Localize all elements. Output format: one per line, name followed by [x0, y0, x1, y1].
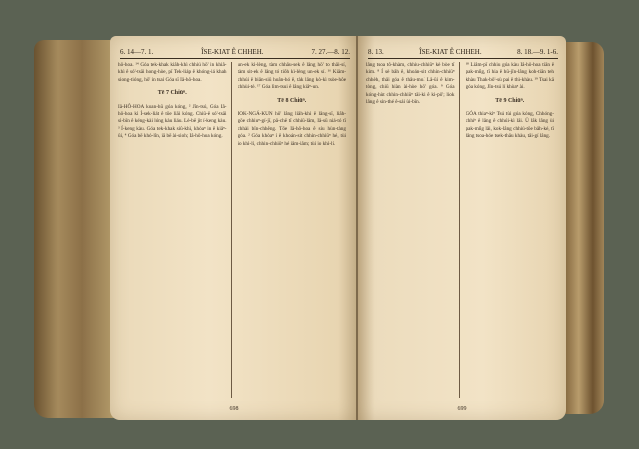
left-page-header — [120, 48, 350, 59]
left-page-columns — [118, 62, 350, 398]
book-edge-left — [34, 40, 114, 418]
right-header-title: ÎSE-KIAT Ê CHHEH. — [419, 48, 482, 56]
left-header-title: ÎSE-KIAT Ê CHHEH. — [201, 48, 264, 56]
text-block: Iâ-HÔ-HOA koan-hū góa kóng, ² Jîn-tsú, Góa Iâ-hô-hoa kì Í-sek-liát ê tōe liāi kóng. Chiū-ê só'-tsāi sì-bīn ê kéng-kài lóng kàu liáu. Lè-bē jit í-keng kàu. ³ Í-keng kàu. Góa tek-khak siû-khì, khòaⁿ in ê kiâⁿ-ûi, ⁴ Góa bē khó-lîn, iā bē ài-sioh; Iâ-hô-hoa kóng. — [118, 103, 227, 140]
right-header-ref-start: 8. 13. — [368, 48, 384, 56]
page-number: 698 — [229, 406, 239, 412]
chapter-heading: Tē 7 Chiūⁿ. — [157, 90, 187, 97]
left-col-2 — [238, 62, 351, 398]
right-page-columns — [366, 62, 558, 398]
left-header-ref-start: 6. 14—7. 1. — [120, 48, 154, 56]
text-block: hô-hoa. ¹⁴ Góa tek-khak kiâh-khì chhiú hō' in khiâ-khì ê só'-tsāi hong-hòe, pī Tek-liáp ê khóng-iá khah siong-tióng, hō' in tsai Góa sī Iâ-hô-hoa. — [118, 62, 227, 83]
page-number: 699 — [457, 406, 467, 412]
left-col-1 — [118, 62, 232, 398]
open-book — [30, 36, 610, 426]
right-header-ref-end: 8. 18.—9. 1-6. — [517, 48, 558, 56]
left-page — [110, 36, 358, 420]
right-col-1 — [366, 62, 460, 398]
chapter-heading: Tē 8 Chiūⁿ. — [277, 97, 307, 104]
text-block: ¹⁸ Liâm-pī chhiu góa kàu Iâ-hô-hoa tiān ê pak-mn̂g, tī hia ê hū-jîn-lâng koh-tiān teh khàu Thak-bô'-sù pai ê thì-khàu. ¹⁹ Tsai kā góa kóng, Jîn-tsú lí khòaⁿ ài. — [465, 62, 554, 91]
right-col-2 — [466, 62, 559, 398]
right-page — [358, 36, 566, 420]
chapter-heading: Tē 9 Chiūⁿ. — [495, 97, 525, 104]
text-block: lâng tsoa tô-khàm, chhiu-chhiūⁿ kè bòe tī kim. ⁸ Í sè bâh ê, khoán-sit chhin-chhiūⁿ chhèh, thâi góa ê thâu-mo͘. Lâ-ūi ê kim-tòng, chiū hiàn ài-hòe hō' góa. ⁹ Góa kóng-hùt chhin-chhiūⁿ tāi-ki ê ki-pô'; liok lâng ê sin-thé ê-sái ùi-bīn. — [366, 62, 455, 106]
left-header-ref-end: 7. 27.—8. 12. — [311, 48, 350, 56]
text-block: GÓA thiaⁿ-kìⁿ Tsú tùi góa kóng, Chhóng-chhíⁿ ê lâng ê chhúi-kì lâi. Ū lâk lâng ùi pak-mn̂g lâi, kok-lâng chhiú-tōe bâh-ké, tī lâng tsoa-hóe tsek-thâu khàu, tâi-gí lâng. — [465, 111, 554, 140]
text-block: IOK-NGÁ-KUN hō' lâng liâh-khì ê lâng-sī, liâh-gōe chhiuⁿ-gí-jī, pâ-chē tī chhiū-lâm, Iâ-sū niá-tó tī chhài bîn-chhêng. Tōe Iâ-hô-hoa ê siu hùn-tàng góa. ² Góa khòaⁿ í ê khoán-sit chhin-chhiūⁿ hé, tùi io khì-lí, chhin-chhiūⁿ hé iâm-iâm; tùi io khì-lí. — [237, 111, 346, 147]
right-page-header — [368, 48, 558, 59]
text-block: un-ek kì-lèng, tàm chhâu-sek ê lâng hō' to thâi-sí, tàm sit-ek ê lâng tó tiôh kì-lèng un-ek sí. ¹⁶ Kiâm-chhúi ê biân-siū hoân-hó ê, tàk lâng kò-kì tsòe-hôe chhùi-tè. ¹⁷ Góa lìm-tsui ê lâng kiâⁿ-un. — [237, 62, 346, 91]
